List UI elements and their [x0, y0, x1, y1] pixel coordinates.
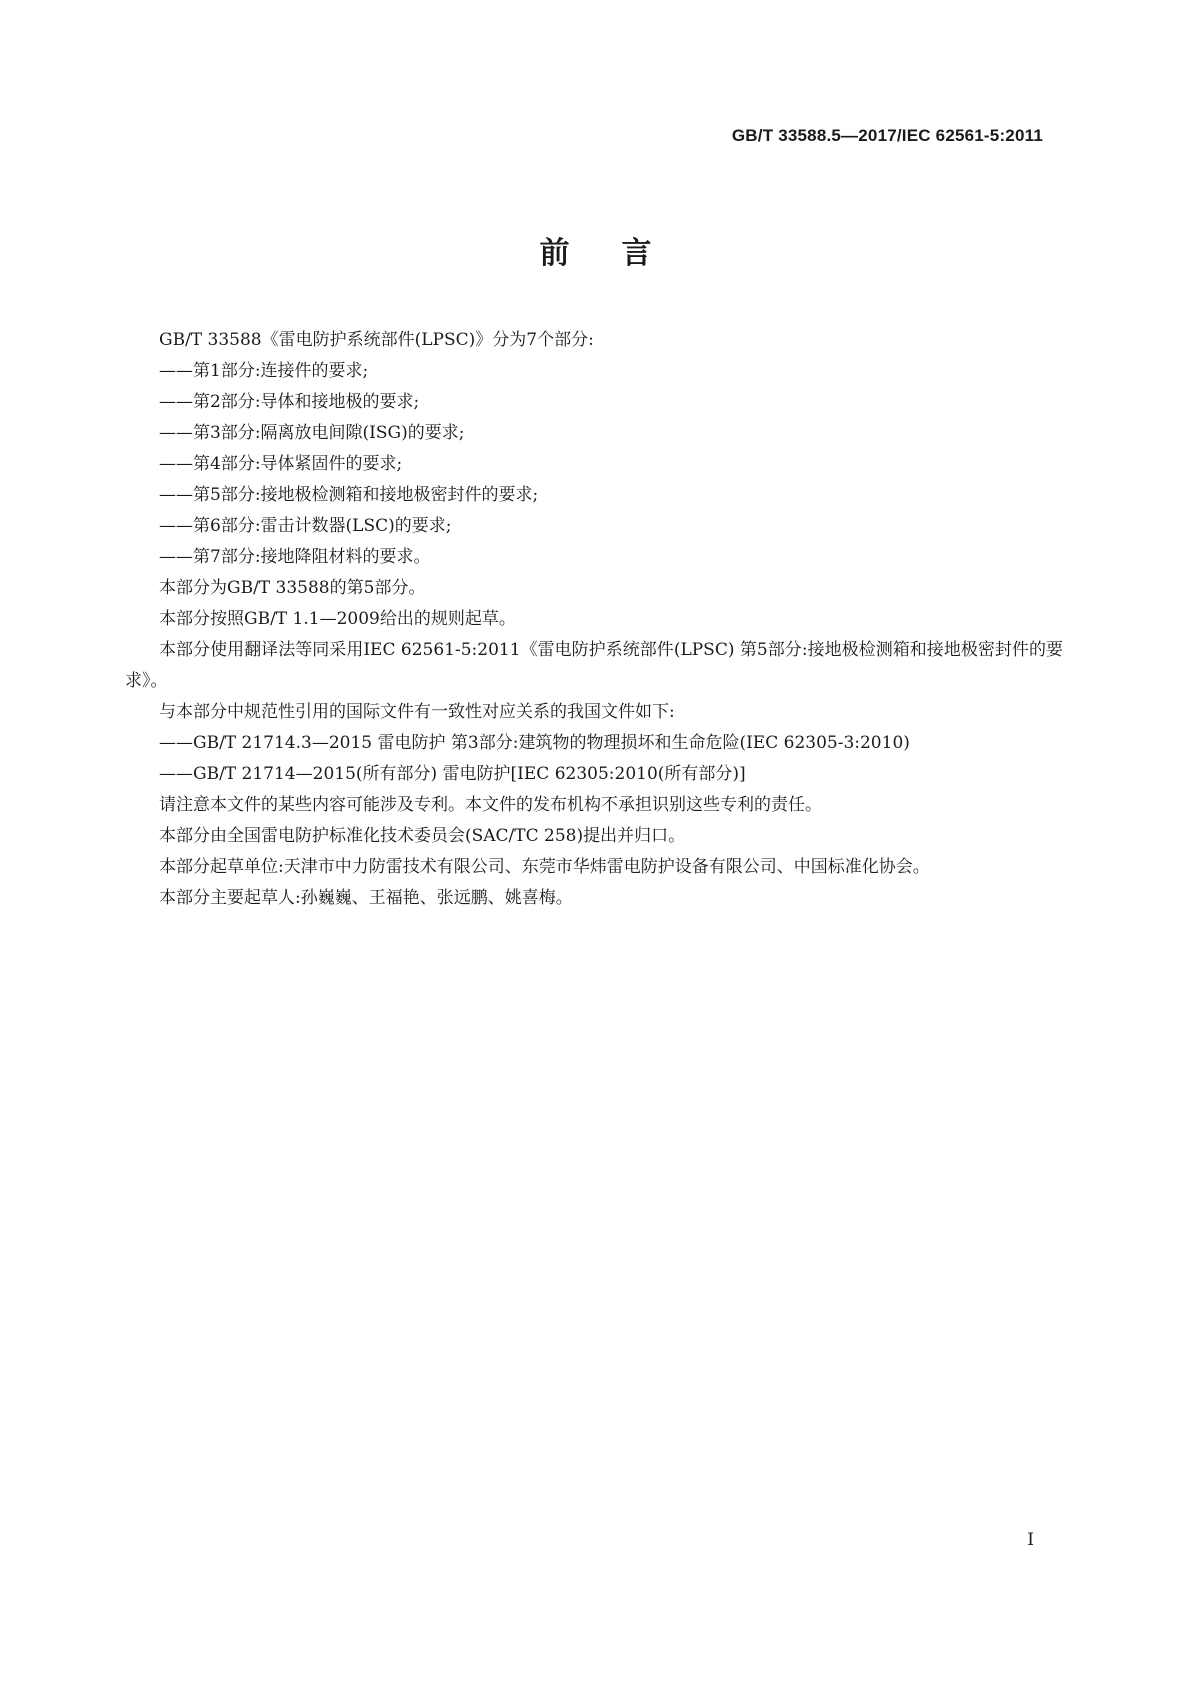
translation-paragraph: 本部分使用翻译法等同采用IEC 62561-5:2011《雷电防护系统部件(LPSC) 第5部分:接地极检测箱和接地极密封件的要求》。 [125, 640, 1063, 691]
part-item-5: ——第5部分:接地极检测箱和接地极密封件的要求; [159, 485, 539, 505]
part-item-6: ——第6部分:雷击计数器(LSC)的要求; [159, 516, 452, 536]
patent-notice-paragraph: 请注意本文件的某些内容可能涉及专利。本文件的发布机构不承担识别这些专利的责任。 [159, 795, 822, 815]
standard-code-header: GB/T 33588.5—2017/IEC 62561-5:2011 [731, 126, 1043, 145]
proposer-paragraph: 本部分由全国雷电防护标准化技术委员会(SAC/TC 258)提出并归口。 [159, 826, 686, 846]
reference-item-1: ——GB/T 21714.3—2015 雷电防护 第3部分:建筑物的物理损坏和生命危险(IEC 62305-3:2010) [159, 733, 910, 753]
part-item-2: ——第2部分:导体和接地极的要求; [159, 392, 420, 412]
page-number: I [1027, 1530, 1034, 1550]
part-item-3: ——第3部分:隔离放电间隙(ISG)的要求; [159, 423, 465, 443]
correspondence-intro-paragraph: 与本部分中规范性引用的国际文件有一致性对应关系的我国文件如下: [159, 702, 675, 722]
drafting-units-paragraph: 本部分起草单位:天津市中力防雷技术有限公司、东莞市华炜雷电防护设备有限公司、中国标准化协会。 [159, 857, 930, 877]
intro-paragraph: GB/T 33588《雷电防护系统部件(LPSC)》分为7个部分: [159, 330, 594, 350]
part-item-7: ——第7部分:接地降阻材料的要求。 [159, 547, 431, 567]
part-statement-paragraph: 本部分为GB/T 33588的第5部分。 [159, 578, 426, 598]
drafters-paragraph: 本部分主要起草人:孙巍巍、王福艳、张远鹏、姚喜梅。 [159, 888, 573, 908]
drafting-rules-paragraph: 本部分按照GB/T 1.1—2009给出的规则起草。 [159, 609, 516, 629]
part-item-1: ——第1部分:连接件的要求; [159, 361, 369, 381]
page-title: 前言 [539, 236, 704, 271]
foreword-body [125, 325, 1063, 914]
part-item-4: ——第4部分:导体紧固件的要求; [159, 454, 403, 474]
reference-item-2: ——GB/T 21714—2015(所有部分) 雷电防护[IEC 62305:2010(所有部分)] [159, 764, 746, 784]
